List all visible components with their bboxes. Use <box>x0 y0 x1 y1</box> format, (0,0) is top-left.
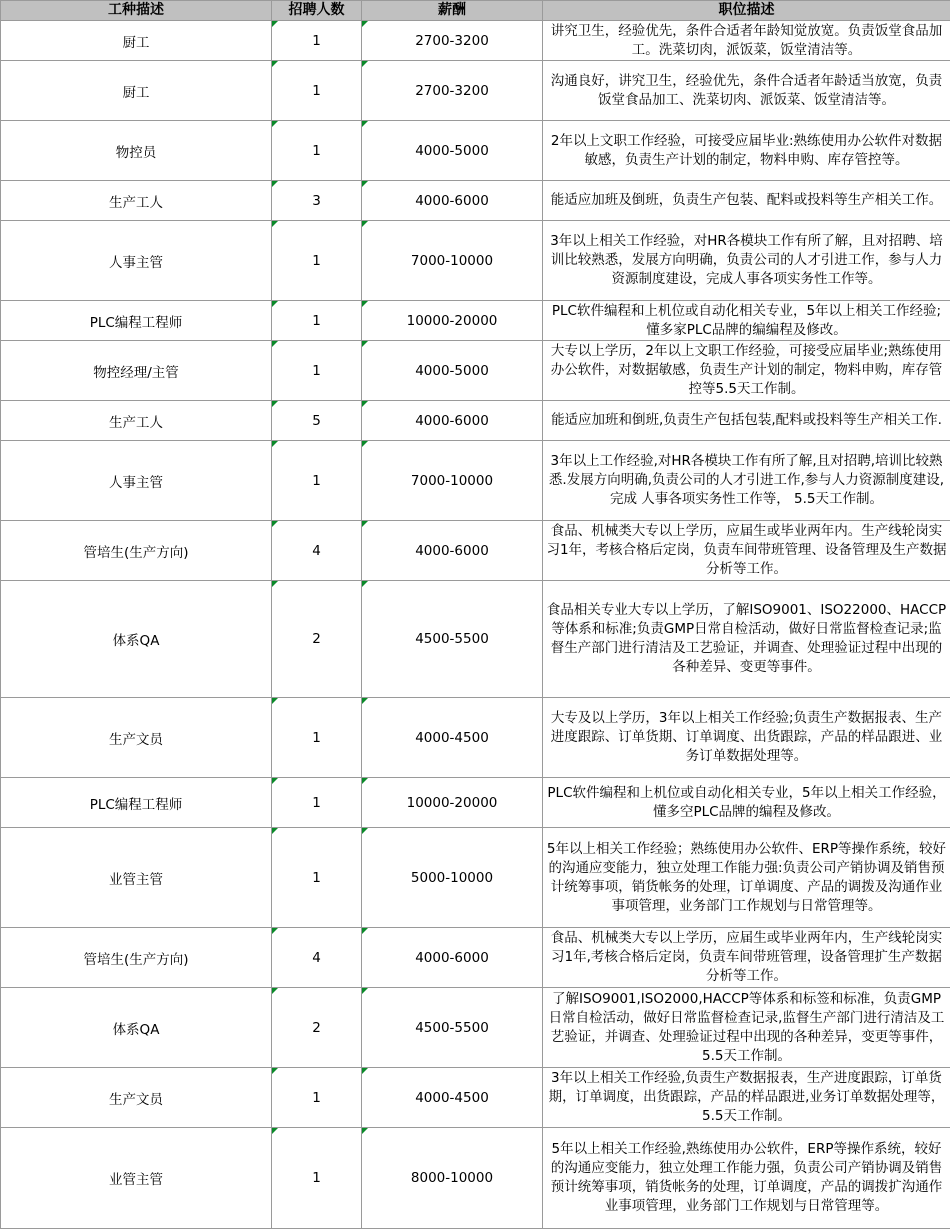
job-type-cell: 生产文员 <box>1 1068 272 1128</box>
description-cell: 5年以上相关工作经验；熟练使用办公软件、ERP等操作系统，较好的沟通应变能力，独立处理工作能力强:负责公司产销协调及销售预计统筹事项，销货帐务的处理，订单调度、产品的调拨及沟通作业事项管理，业务部门工作规划与日常管理等。 <box>543 828 950 928</box>
salary-cell: 4000-6000 <box>362 181 543 221</box>
headcount-cell: 1 <box>272 1068 362 1128</box>
headcount-cell: 1 <box>272 21 362 61</box>
job-type-cell: PLC编程工程师 <box>1 778 272 828</box>
table-row <box>1 928 950 988</box>
table-row <box>1 301 950 341</box>
job-type-cell: 业管主管 <box>1 1128 272 1229</box>
headcount-cell: 1 <box>272 121 362 181</box>
table-row <box>1 221 950 301</box>
job-type-cell: 物控经理/主管 <box>1 341 272 401</box>
salary-cell: 4500-5500 <box>362 581 543 698</box>
headcount-cell: 1 <box>272 1128 362 1229</box>
table-row <box>1 778 950 828</box>
job-type-cell: 厨工 <box>1 21 272 61</box>
description-cell: 大专以上学历，2年以上文职工作经验，可接受应届毕业;熟练使用办公软件，对数据敏感，负责生产计划的制定，物料申购，库存管控等5.5天工作制。 <box>543 341 950 401</box>
description-cell: 3年以上相关工作经验，对HR各模块工作有所了解，且对招聘、培训比较熟悉，发展方向明确，负责公司的人才引进工作，参与人力资源制度建设，完成人事各项实务性工作等。 <box>543 221 950 301</box>
job-type-cell: 生产工人 <box>1 401 272 441</box>
description-cell: 沟通良好，讲究卫生，经验优先，条件合适者年龄适当放宽，负责饭堂食品加工、洗菜切肉、派饭菜、饭堂清洁等。 <box>543 61 950 121</box>
salary-cell: 5000-10000 <box>362 828 543 928</box>
headcount-cell: 2 <box>272 988 362 1068</box>
salary-cell: 10000-20000 <box>362 778 543 828</box>
table-row <box>1 21 950 61</box>
salary-cell: 4000-4500 <box>362 698 543 778</box>
salary-cell: 2700-3200 <box>362 21 543 61</box>
table-row <box>1 341 950 401</box>
description-cell: 3年以上相关工作经验,负责生产数据报表，生产进度跟踪，订单货期，订单调度，出货跟踪，产品的样品跟进,业务订单数据处理等，5.5天工作制。 <box>543 1068 950 1128</box>
salary-cell: 4000-5000 <box>362 121 543 181</box>
table-row <box>1 988 950 1068</box>
headcount-cell: 1 <box>272 341 362 401</box>
salary-cell: 4500-5500 <box>362 988 543 1068</box>
table-row <box>1 828 950 928</box>
job-type-cell: PLC编程工程师 <box>1 301 272 341</box>
job-type-cell: 体系QA <box>1 988 272 1068</box>
header-salary: 薪酬 <box>362 1 543 21</box>
headcount-cell: 5 <box>272 401 362 441</box>
headcount-cell: 4 <box>272 521 362 581</box>
table-row <box>1 121 950 181</box>
description-cell: 5年以上相关工作经验,熟练使用办公软件，ERP等操作系统，较好的沟通应变能力，独立处理工作能力强，负责公司产销协调及销售预计统筹事项，销货帐务的处理，订单调度，产品的调拨扩沟通作业事项管理，业务部门工作规划与日常管理等。 <box>543 1128 950 1229</box>
salary-cell: 7000-10000 <box>362 221 543 301</box>
job-type-cell: 物控员 <box>1 121 272 181</box>
headcount-cell: 1 <box>272 441 362 521</box>
job-type-cell: 管培生(生产方向) <box>1 928 272 988</box>
description-cell: 食品、机械类大专以上学历，应届生或毕业两年内，生产线轮岗实习1年,考核合格后定岗，负责车间带班管理，设备管理扩生产数据分析等工作。 <box>543 928 950 988</box>
description-cell: 能适应加班及倒班，负责生产包装、配料或投料等生产相关工作。 <box>543 181 950 221</box>
job-type-cell: 管培生(生产方向) <box>1 521 272 581</box>
headcount-cell: 4 <box>272 928 362 988</box>
description-cell: 讲究卫生，经验优先，条件合适者年龄知觉放宽。负责饭堂食品加工。洗菜切肉，派饭菜，饭堂清洁等。 <box>543 21 950 61</box>
header-job-type: 工种描述 <box>1 1 272 21</box>
table-row <box>1 1068 950 1128</box>
job-type-cell: 人事主管 <box>1 441 272 521</box>
headcount-cell: 1 <box>272 778 362 828</box>
table-row <box>1 1128 950 1229</box>
header-headcount: 招聘人数 <box>272 1 362 21</box>
table-row <box>1 441 950 521</box>
table-row <box>1 698 950 778</box>
salary-cell: 4000-6000 <box>362 928 543 988</box>
salary-cell: 4000-4500 <box>362 1068 543 1128</box>
salary-cell: 4000-5000 <box>362 341 543 401</box>
table-row <box>1 181 950 221</box>
description-cell: 2年以上文职工作经验，可接受应届毕业:熟练使用办公软件对数据敏感，负责生产计划的制定，物料申购、库存管控等。 <box>543 121 950 181</box>
job-type-cell: 生产工人 <box>1 181 272 221</box>
header-row <box>1 1 950 21</box>
description-cell: 食品、机械类大专以上学历，应届生或毕业两年内。生产线轮岗实习1年，考核合格后定岗，负责车间带班管理、设备管理及生产数据分析等工作。 <box>543 521 950 581</box>
salary-cell: 4000-6000 <box>362 521 543 581</box>
job-type-cell: 人事主管 <box>1 221 272 301</box>
headcount-cell: 1 <box>272 61 362 121</box>
table-row <box>1 581 950 698</box>
table-row <box>1 401 950 441</box>
description-cell: 大专及以上学历，3年以上相关工作经验;负责生产数据报表、生产进度跟踪、订单货期、订单调度、出货跟踪，产品的样品跟进、业务订单数据处理等。 <box>543 698 950 778</box>
salary-cell: 4000-6000 <box>362 401 543 441</box>
headcount-cell: 3 <box>272 181 362 221</box>
salary-cell: 2700-3200 <box>362 61 543 121</box>
description-cell: 能适应加班和倒班,负责生产包括包装,配料或投料等生产相关工作. <box>543 401 950 441</box>
description-cell: PLC软件编程和上机位或自动化相关专业，5年以上相关工作经验;懂多家PLC品牌的编编程及修改。 <box>543 301 950 341</box>
headcount-cell: 1 <box>272 301 362 341</box>
table-row <box>1 521 950 581</box>
headcount-cell: 1 <box>272 221 362 301</box>
headcount-cell: 1 <box>272 698 362 778</box>
salary-cell: 8000-10000 <box>362 1128 543 1229</box>
job-type-cell: 生产文员 <box>1 698 272 778</box>
salary-cell: 7000-10000 <box>362 441 543 521</box>
job-type-cell: 厨工 <box>1 61 272 121</box>
job-type-cell: 体系QA <box>1 581 272 698</box>
job-type-cell: 业管主管 <box>1 828 272 928</box>
salary-cell: 10000-20000 <box>362 301 543 341</box>
table-row <box>1 61 950 121</box>
headcount-cell: 2 <box>272 581 362 698</box>
description-cell: PLC软件编程和上机位或自动化相关专业，5年以上相关工作经验，懂多空PLC品牌的编程及修改。 <box>543 778 950 828</box>
description-cell: 了解ISO9001,ISO2000,HACCP等体系和标签和标准，负责GMP日常自检活动，做好日常监督检查记录,监督生产部门进行清洁及工艺验证，并调查、处理验证过程中出现的各种差异，变更等事件，5.5天工作制。 <box>543 988 950 1068</box>
description-cell: 3年以上工作经验,对HR各模块工作有所了解,且对招聘,培训比较熟悉.发展方向明确,负责公司的人才引进工作,参与人力资源制度建设,完成 人事各项实务性工作等， 5.5天工作制。 <box>543 441 950 521</box>
headcount-cell: 1 <box>272 828 362 928</box>
header-job-description: 职位描述 <box>543 1 950 21</box>
description-cell: 食品相关专业大专以上学历，了解ISO9001、ISO22000、HACCP等体系和标准;负责GMP日常自检活动，做好日常监督检查记录;监督生产部门进行清洁及工艺验证，并调查、处理验证过程中出现的各种差异、变更等事件。 <box>543 581 950 698</box>
